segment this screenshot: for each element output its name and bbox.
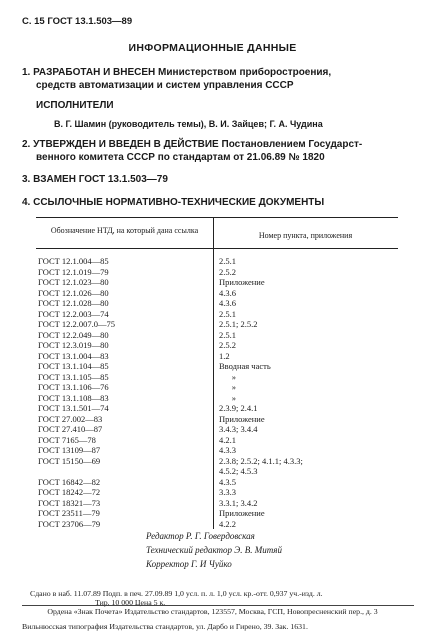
clause-reference: 2.5.1 [219, 308, 236, 319]
document-code: ГОСТ 15150—69 [38, 455, 101, 466]
document-code: ГОСТ 13.1.501—74 [38, 403, 109, 413]
section-3: 3. ВЗАМЕН ГОСТ 13.1.503—79 [22, 174, 168, 185]
clause-reference: 2.5.1 [219, 256, 236, 266]
table-column-divider [213, 217, 214, 529]
clause-reference: 2.3.9; 2.4.1 [219, 403, 258, 413]
print-info-line-2: Тир. 10 000 Цена 5 к. [95, 598, 166, 607]
document-code: ГОСТ 23511—79 [38, 508, 100, 518]
document-code: ГОСТ 12.3.019—80 [38, 340, 109, 350]
clause-reference: Вводная часть [219, 361, 271, 371]
section-2-line-2: венного комитета СССР по стандартам от 21.06.89 № 1820 [36, 152, 325, 163]
clause-reference: 1.2 [219, 350, 230, 361]
document-code: ГОСТ 23706—79 [38, 518, 101, 529]
document-code: ГОСТ 16842—82 [38, 476, 101, 487]
document-code: ГОСТ 13.1.106—76 [38, 382, 109, 392]
clause-reference: 3.4.3; 3.4.4 [219, 424, 258, 434]
clause-reference: Приложение [219, 277, 265, 287]
clause-reference: 2.5.1 [219, 329, 236, 340]
clause-reference: 3.3.3 [219, 487, 236, 497]
clause-reference: Приложение [219, 508, 265, 518]
clause-reference: 2.5.2 [219, 266, 236, 277]
table-top-rule [36, 217, 398, 218]
document-code: ГОСТ 13109—87 [38, 445, 101, 455]
publisher-info: Ордена «Знак Почета» Издательство стандартов, 123557, Москва, ГСП, Новопресненский пер., д. 3 [47, 607, 378, 616]
page-title: ИНФОРМАЦИОННЫЕ ДАННЫЕ [128, 42, 297, 54]
document-code: ГОСТ 18242—72 [38, 487, 101, 497]
clause-reference: Приложение [219, 413, 265, 424]
clause-reference: 4.3.5 [219, 476, 236, 487]
document-code: ГОСТ 13.1.105—85 [38, 371, 109, 382]
document-code: ГОСТ 12.2.007.0—75 [38, 319, 116, 329]
document-code: ГОСТ 12.2.003—74 [38, 308, 109, 319]
clause-reference: 4.3.6 [219, 287, 236, 298]
document-code: ГОСТ 7165—78 [38, 434, 96, 445]
clause-reference: » [219, 371, 236, 382]
document-code: ГОСТ 18321—73 [38, 497, 101, 508]
section-1-line-1: 1. РАЗРАБОТАН И ВНЕСЕН Министерством приборостроения, [22, 67, 332, 78]
document-code: ГОСТ 13.1.104—85 [38, 361, 109, 371]
footer-divider [22, 605, 414, 606]
clause-reference: 4.3.3 [219, 445, 236, 455]
document-code: ГОСТ 27.002—83 [38, 413, 103, 424]
section-2-line-1: 2. УТВЕРЖДЕН И ВВЕДЕН В ДЕЙСТВИЕ Постановлением Государст- [22, 139, 363, 150]
performers-heading: ИСПОЛНИТЕЛИ [36, 100, 114, 111]
clause-reference: 4.2.2 [219, 518, 236, 529]
page-header: С. 15 ГОСТ 13.1.503—89 [22, 16, 133, 27]
print-info-line-1: Сдано в наб. 11.07.89 Подп. в печ. 27.09.89 1,0 усл. п. л. 1,0 усл. кр.-отт. 0,937 уч.-изд. л. [30, 589, 323, 598]
table-column-header-clause: Номер пункта, приложения [258, 231, 353, 240]
clause-reference: » [219, 382, 236, 392]
section-4: 4. ССЫЛОЧНЫЕ НОРМАТИВНО-ТЕХНИЧЕСКИЕ ДОКУМЕНТЫ [22, 197, 325, 208]
document-code: ГОСТ 12.1.019—79 [38, 266, 109, 277]
document-code: ГОСТ 12.1.026—80 [38, 287, 109, 298]
document-code: ГОСТ 12.1.028—80 [38, 298, 109, 308]
table-header-rule [36, 248, 398, 249]
document-code: ГОСТ 13.1.004—83 [38, 350, 109, 361]
clause-reference: 3.3.1; 3.4.2 [219, 497, 258, 508]
clause-reference: 2.5.2 [219, 340, 236, 350]
document-code: ГОСТ 12.2.049—80 [38, 329, 109, 340]
clause-reference: 4.3.6 [219, 298, 236, 308]
performers-list: В. Г. Шамин (руководитель темы), В. И. Зайцев; Г. А. Чудина [54, 119, 323, 129]
clause-reference: 2.3.8; 2.5.2; 4.1.1; 4.3.3; 4.5.2; 4.5.3 [219, 455, 303, 476]
section-1-line-2: средств автоматизации и систем управления СССР [36, 80, 294, 91]
document-code: ГОСТ 12.1.023—80 [38, 277, 109, 287]
tech-editor-credit: Технический редактор Э. В. Митяй [146, 545, 282, 555]
editor-credit: Редактор Р. Г. Говердовская [146, 531, 255, 541]
printer-info: Вильнюсская типография Издательства стандартов, ул. Дарбо и Гирено, 39. Зак. 1631. [22, 622, 308, 631]
clause-reference: 4.2.1 [219, 434, 236, 445]
clause-reference: » [219, 392, 236, 403]
document-code: ГОСТ 13.1.108—83 [38, 392, 109, 403]
document-code: ГОСТ 12.1.004—85 [38, 256, 109, 266]
document-code: ГОСТ 27.410—87 [38, 424, 103, 434]
table-column-header-document: Обозначение НТД, на который дана ссылка [50, 226, 199, 235]
clause-reference: 2.5.1; 2.5.2 [219, 319, 258, 329]
corrector-credit: Корректор Г. И Чуйко [146, 559, 232, 569]
